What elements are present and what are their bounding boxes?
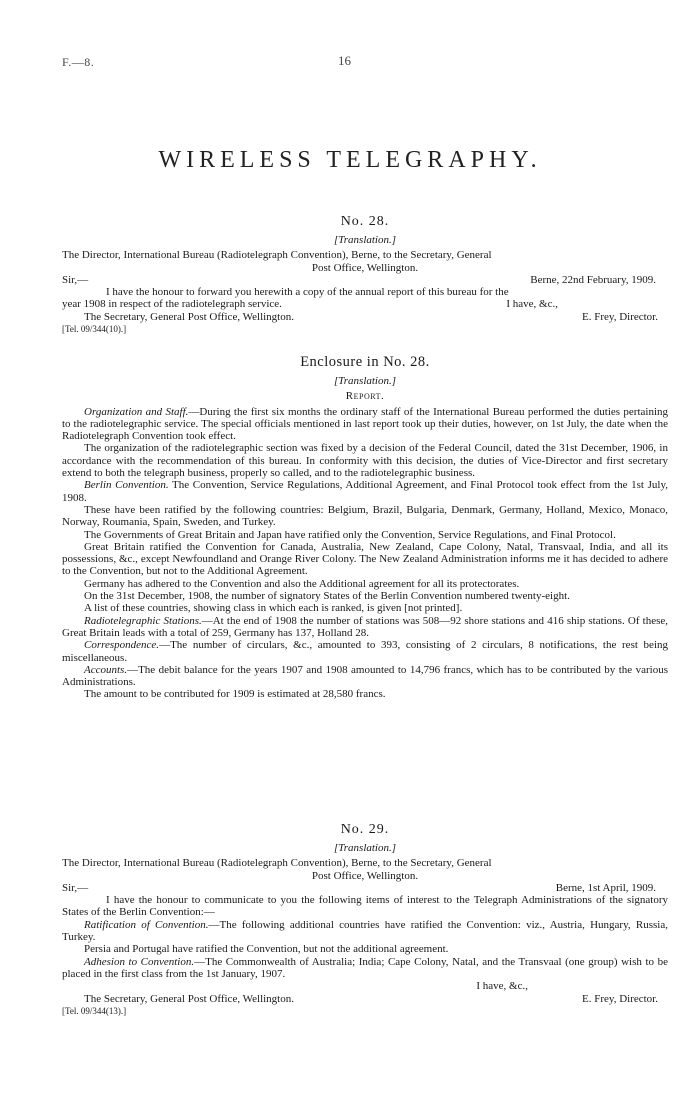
letter-address-line: Post Office, Wellington.	[311, 869, 419, 882]
letter-signature: E. Frey, Director.	[582, 992, 658, 1005]
report-paragraph: Germany has adhered to the Convention and also the Additional agreement for all its protectorates.	[84, 577, 520, 590]
letter-body-row	[62, 298, 668, 310]
paragraph-heading: Organization and Staff.	[84, 405, 189, 418]
paragraph-heading: Correspondence.	[84, 639, 160, 652]
letter-addressee: The Secretary, General Post Office, Wellington.	[84, 992, 294, 1005]
letter-closing: I have, &c.,	[476, 980, 528, 993]
report-paragraph: A list of these countries, showing class in which each is ranked, is given [not printed].	[84, 602, 463, 615]
report-paragraph: Radiotelegraphic Stations.—At the end of 1908 the number of stations was 508—92 shore stations and 416 ship stations. Of these, Great Britain leads with a total of 259, Germany has 137, Holland 28.	[62, 614, 668, 639]
letter-number: No. 28.	[340, 214, 390, 229]
letter-no-28	[62, 214, 668, 335]
letter-addressee: The Secretary, General Post Office, Wellington.	[84, 310, 294, 323]
translation-note: [Translation.]	[333, 842, 397, 854]
report-paragraph: These have been ratified by the following countries: Belgium, Brazil, Bulgaria, Denmark, Germany, Holland, Mexico, Monaco, Norway, Roumania, Spain, Sweden, and Turkey.	[62, 503, 668, 529]
letter-address-line: The Director, International Bureau (Radiotelegraph Convention), Berne, to the Secretary, General	[62, 249, 492, 262]
report-paragraph: The Governments of Great Britain and Japan have ratified only the Convention, Service Regulations, and Final Protocol.	[84, 528, 616, 541]
report-paragraph: Berlin Convention. The Convention, Service Regulations, Additional Agreement, and Final Protocol took effect from the 1st July, 1908.	[62, 479, 668, 504]
report-paragraph: The organization of the radiotelegraphic section was fixed by a decision of the Federal Council, dated the 31st December, 1906, in accordance with the recommendation of this bureau. In conformity with this decision, the duties of Vice-Director and first secretary extend to both the telegraph business, properly so called, and to the radiotelegraphic business.	[62, 442, 668, 480]
document-reference: F.—8.	[62, 55, 95, 69]
page-number: 16	[338, 53, 351, 68]
salutation: Sir,—	[62, 881, 89, 894]
telegram-reference: [Tel. 09/344(10).]	[62, 324, 127, 335]
letter-paragraph: Adhesion to Convention.—The Commonwealth of Australia; India; Cape Colony, Natal, and the Transvaal (one group) wish to be placed in the first class from the 1st January, 1907.	[62, 955, 668, 980]
signature-row	[62, 993, 668, 1005]
letter-address-line: Post Office, Wellington.	[311, 261, 419, 274]
report-paragraph: Organization and Staff.—During the first six months the ordinary staff of the International Bureau performed the duties pertaining to the radiotelegraphic service. The special officials mentioned in last report took up their duties, however, on 1st July, the date when the Radiotelegraph Convention took effect.	[62, 405, 668, 443]
report-paragraph: Great Britain ratified the Convention for Canada, Australia, New Zealand, Cape Colony, Natal, Transvaal, India, and all its possessions, &c., except Newfoundland and Orange River Colony. The New Zealand Administration informs me it has decided to adhere to the Convention, but not to the Additional Agreement.	[62, 540, 668, 578]
paragraph-heading: Berlin Convention.	[84, 479, 169, 492]
letter-paragraph: Ratification of Convention.—The following additional countries have ratified the Convention: viz., Austria, Hungary, Russia, Turkey.	[62, 918, 668, 944]
letter-body: I have the honour to communicate to you the following items of interest to the Telegraph Administrations of the signatory States of the Berlin Convention:—	[62, 894, 668, 919]
letter-signature: E. Frey, Director.	[582, 310, 658, 323]
salutation-row	[62, 882, 668, 894]
letter-closing: I have, &c.,	[506, 298, 558, 311]
translation-note: [Translation.]	[333, 234, 397, 246]
salutation-row	[62, 274, 668, 286]
report-paragraph: On the 31st December, 1908, the number of signatory States of the Berlin Convention numbered twenty-eight.	[84, 590, 570, 603]
report-paragraph: The amount to be contributed for 1909 is estimated at 28,580 francs.	[84, 688, 386, 701]
letter-address-line: The Director, International Bureau (Radiotelegraph Convention), Berne, to the Secretary, General	[62, 857, 492, 870]
salutation: Sir,—	[62, 273, 89, 286]
letter-body: year 1908 in respect of the radiotelegraph service.	[62, 298, 282, 311]
enclosure-no-28	[62, 354, 668, 701]
report-heading: Report.	[345, 390, 385, 403]
signature-row	[62, 311, 668, 323]
letter-paragraph: Persia and Portugal have ratified the Convention, but not the additional agreement.	[84, 943, 449, 956]
enclosure-title: Enclosure in No. 28.	[300, 354, 430, 370]
report-paragraph: Accounts.—The debit balance for the years 1907 and 1908 amounted to 14,796 francs, which has to be contributed by the various Administrations.	[62, 663, 668, 689]
telegram-reference: [Tel. 09/344(13).]	[62, 1005, 127, 1016]
page-title: WIRELESS TELEGRAPHY.	[158, 147, 542, 173]
translation-note: [Translation.]	[333, 375, 397, 387]
place-date: Berne, 22nd February, 1909.	[530, 273, 656, 286]
paragraph-heading: Ratification of Convention.	[84, 918, 209, 931]
place-date: Berne, 1st April, 1909.	[555, 881, 656, 894]
letter-no-29	[62, 822, 668, 1017]
paragraph-heading: Accounts.	[84, 663, 128, 676]
letter-number: No. 29.	[340, 822, 390, 837]
letter-body: I have the honour to forward you herewith a copy of the annual report of this bureau for the	[106, 286, 509, 299]
paragraph-heading: Radiotelegraphic Stations.	[84, 614, 202, 627]
paragraph-heading: Adhesion to Convention.	[84, 955, 195, 968]
report-paragraph: Correspondence.—The number of circulars, &c., amounted to 393, consisting of 2 circulars, 8 notifications, the rest being miscellaneous.	[62, 639, 668, 664]
